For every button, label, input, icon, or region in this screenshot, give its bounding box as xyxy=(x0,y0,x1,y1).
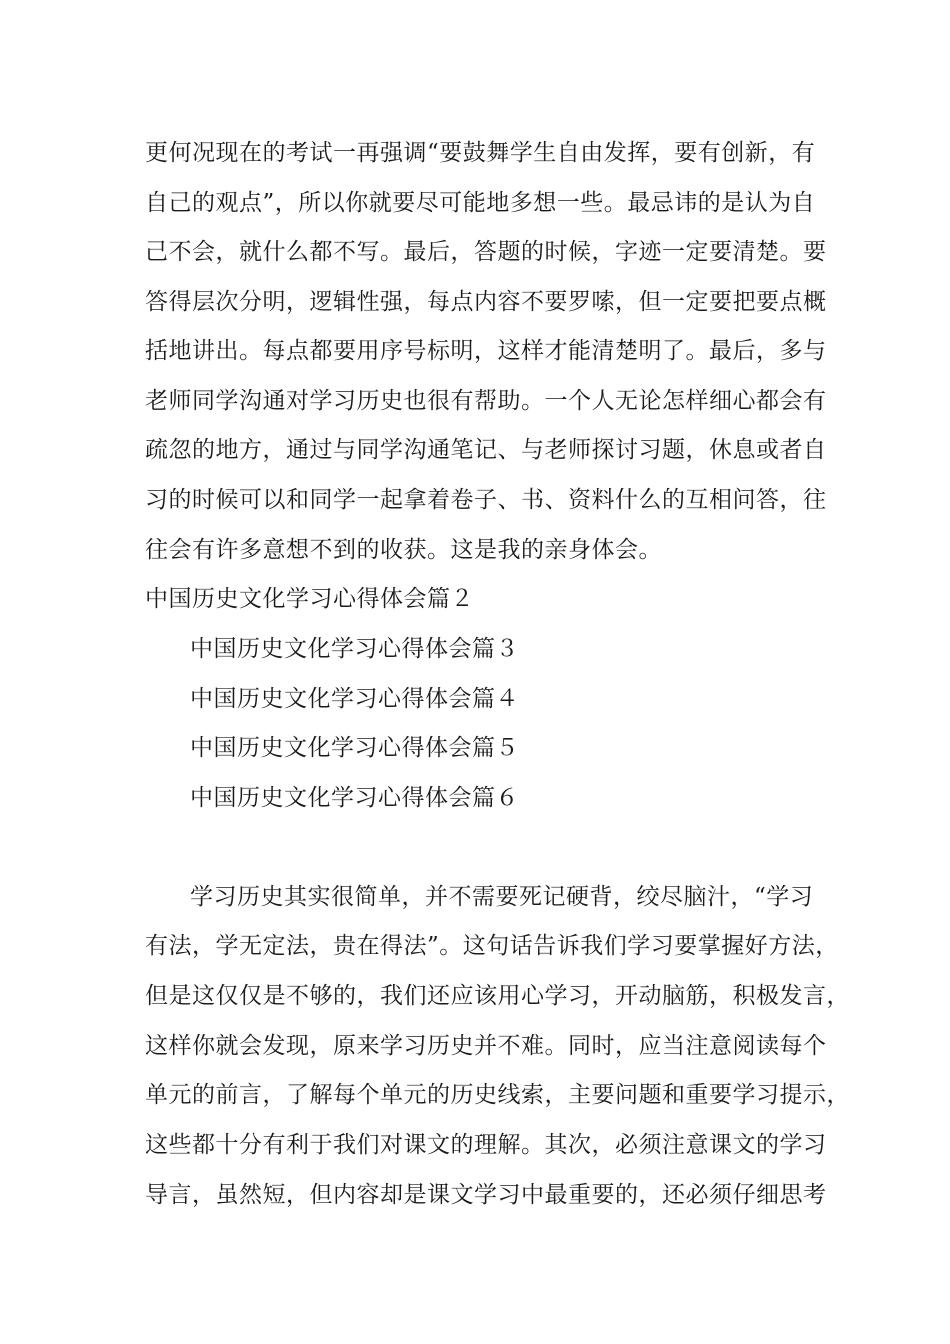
section-heading: 中国历史文化学习心得体会篇６ xyxy=(190,785,519,811)
section-heading: 中国历史文化学习心得体会篇５ xyxy=(190,735,519,761)
section-heading: 中国历史文化学习心得体会篇３ xyxy=(190,636,519,662)
paragraph-1-line: 自己的观点”，所以你就要尽可能地多想一些。最忌讳的是认为自 xyxy=(145,190,816,216)
paragraph-1-line: 己不会，就什么都不写。最后，答题的时候，字迹一定要清楚。要 xyxy=(145,239,827,265)
paragraph-2-line: 单元的前言，了解每个单元的历史线索，主要问题和重要学习提示， xyxy=(145,1082,850,1108)
paragraph-2-line: 这样你就会发现，原来学习历史并不难。同时，应当注意阅读每个 xyxy=(145,1033,827,1059)
paragraph-2-line: 有法，学无定法，贵在得法”。这句话告诉我们学习要掌握好方法， xyxy=(145,933,839,959)
paragraph-1-line: 老师同学沟通对学习历史也很有帮助。一个人无论怎样细心都会有 xyxy=(145,388,827,414)
section-heading: 中国历史文化学习心得体会篇２ xyxy=(145,586,474,612)
paragraph-1-line: 括地讲出。每点都要用序号标明，这样才能清楚明了。最后，多与 xyxy=(145,338,827,364)
paragraph-1-line: 疏忽的地方，通过与同学沟通笔记、与老师探讨习题，休息或者自 xyxy=(145,437,827,463)
paragraph-2-line: 但是这仅仅是不够的，我们还应该用心学习，开动脑筋，积极发言， xyxy=(145,983,850,1009)
paragraph-1-line: 习的时候可以和同学一起拿着卷子、书、资料什么的互相问答，往 xyxy=(145,487,827,513)
paragraph-2-line: 这些都十分有利于我们对课文的理解。其次，必须注意课文的学习 xyxy=(145,1132,827,1158)
section-heading: 中国历史文化学习心得体会篇４ xyxy=(190,686,519,712)
paragraph-2-line: 学习历史其实很简单，并不需要死记硬背，绞尽脑汁，“学习 xyxy=(190,884,814,910)
paragraph-1-line: 答得层次分明，逻辑性强，每点内容不要罗嗦，但一定要把要点概 xyxy=(145,289,827,315)
paragraph-1-line: 往会有许多意想不到的收获。这是我的亲身体会。 xyxy=(145,537,662,563)
paragraph-1-line: 更何况现在的考试一再强调“要鼓舞学生自由发挥，要有创新，有 xyxy=(145,140,816,166)
paragraph-2-line: 导言，虽然短，但内容却是课文学习中最重要的，还必须仔细思考 xyxy=(145,1182,827,1208)
